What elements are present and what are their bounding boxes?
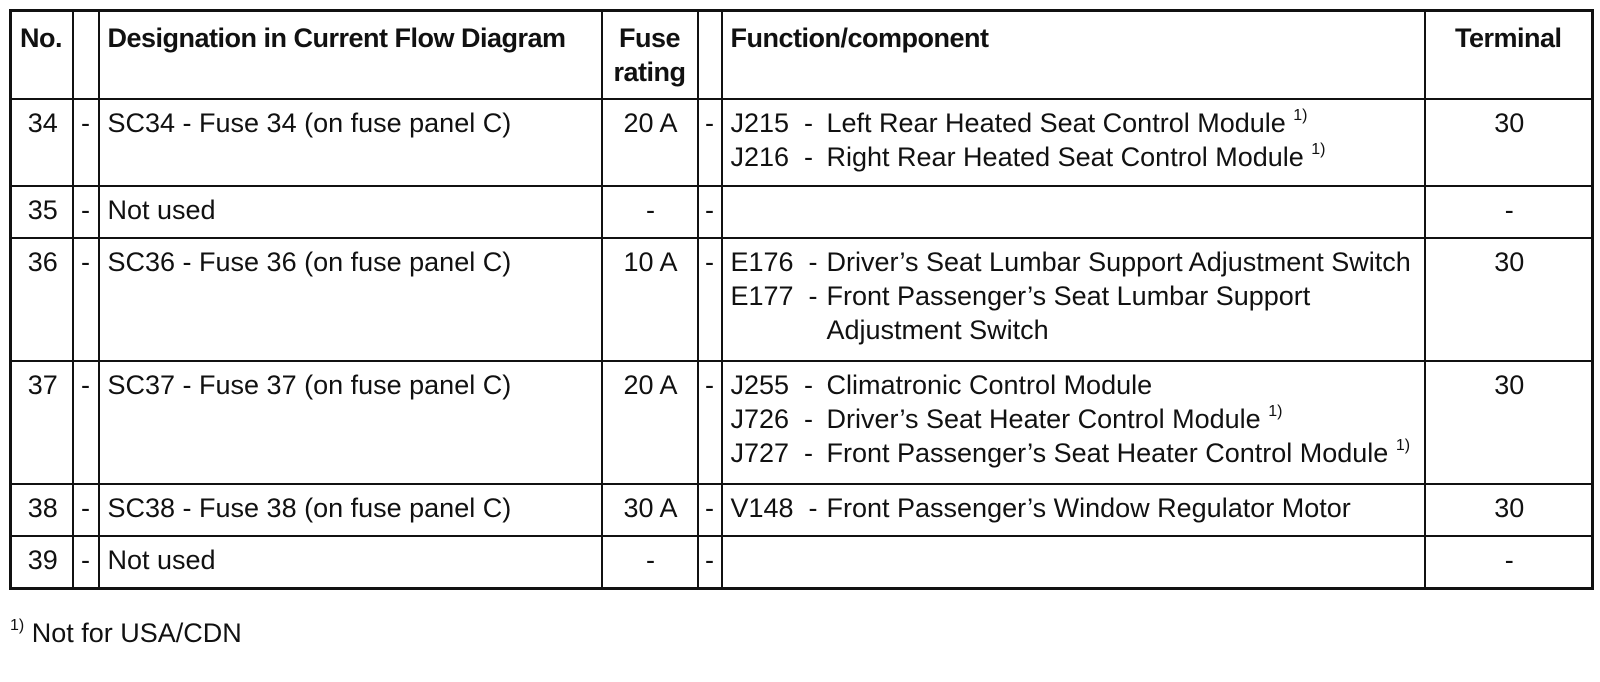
cell-separator: - xyxy=(698,361,722,484)
component-code: J255 - xyxy=(730,370,814,400)
cell-number: 39 xyxy=(11,536,73,588)
function-entry xyxy=(731,491,1418,525)
component-name: Climatronic Control Module xyxy=(826,370,1153,400)
footnote-text: Not for USA/CDN xyxy=(31,618,242,648)
component-name: Front Passenger’s Seat Lumbar Support Adjustment Switch xyxy=(826,281,1311,345)
cell-separator: - xyxy=(73,99,99,186)
cell-function xyxy=(722,361,1425,484)
cell-separator: - xyxy=(73,186,99,238)
component-code: V148 - xyxy=(730,493,818,523)
component-name: Front Passenger’s Seat Heater Control Module xyxy=(826,438,1389,468)
header-terminal: Terminal xyxy=(1425,11,1593,100)
table-body xyxy=(11,99,1593,588)
cell-fuse-rating: 20 A xyxy=(602,361,698,484)
cell-separator: - xyxy=(73,536,99,588)
footnote-reference: 1) xyxy=(1395,437,1411,454)
cell-designation: SC38 - Fuse 38 (on fuse panel C) xyxy=(99,484,602,536)
cell-designation: Not used xyxy=(99,536,602,588)
footnote xyxy=(10,616,242,650)
function-entry xyxy=(731,106,1418,140)
cell-separator: - xyxy=(698,484,722,536)
cell-separator: - xyxy=(73,238,99,361)
component-name: Front Passenger’s Window Regulator Motor xyxy=(826,493,1351,523)
cell-designation: SC34 - Fuse 34 (on fuse panel C) xyxy=(99,99,602,186)
function-entry xyxy=(731,140,1418,174)
component-description xyxy=(827,245,1418,279)
table-row xyxy=(11,484,1593,536)
function-entry xyxy=(731,436,1418,470)
cell-fuse-rating: - xyxy=(602,536,698,588)
cell-terminal: - xyxy=(1425,186,1593,238)
footnote-reference: 1) xyxy=(1268,403,1283,420)
component-name: Right Rear Heated Seat Control Module xyxy=(826,142,1304,172)
cell-designation: SC36 - Fuse 36 (on fuse panel C) xyxy=(99,238,602,361)
function-entry xyxy=(731,368,1418,402)
table-header-row xyxy=(11,11,1593,100)
component-description xyxy=(827,491,1418,525)
component-name: Left Rear Heated Seat Control Module xyxy=(826,108,1286,138)
cell-function xyxy=(722,536,1425,588)
footnote-reference: 1) xyxy=(1311,141,1326,158)
component-description xyxy=(827,140,1418,174)
header-no: No. xyxy=(11,11,73,100)
cell-number: 38 xyxy=(11,484,73,536)
header-fuse-rating xyxy=(602,11,698,100)
header-fuse-line1: Fuse xyxy=(618,23,681,53)
table-row xyxy=(11,99,1593,186)
cell-terminal: 30 xyxy=(1425,99,1593,186)
cell-fuse-rating: 10 A xyxy=(602,238,698,361)
component-description xyxy=(827,368,1418,402)
fuse-table xyxy=(9,9,1594,590)
header-separator-1 xyxy=(73,11,99,100)
cell-separator: - xyxy=(698,238,722,361)
table-row xyxy=(11,536,1593,588)
function-entry xyxy=(731,245,1418,279)
cell-number: 36 xyxy=(11,238,73,361)
cell-number: 35 xyxy=(11,186,73,238)
cell-function xyxy=(722,99,1425,186)
footnote-reference: 1) xyxy=(1293,107,1308,124)
cell-number: 34 xyxy=(11,99,73,186)
cell-function xyxy=(722,484,1425,536)
component-code: J726 - xyxy=(730,404,814,434)
header-designation: Designation in Current Flow Diagram xyxy=(99,11,602,100)
table-row xyxy=(11,186,1593,238)
cell-fuse-rating: 30 A xyxy=(602,484,698,536)
cell-fuse-rating: - xyxy=(602,186,698,238)
cell-designation: Not used xyxy=(99,186,602,238)
header-fuse-line2: rating xyxy=(613,57,686,87)
table-row xyxy=(11,238,1593,361)
component-code: E177 - xyxy=(730,281,818,311)
function-entry xyxy=(731,402,1418,436)
component-description xyxy=(827,402,1418,436)
header-function: Function/component xyxy=(722,11,1425,100)
component-code: J215 - xyxy=(730,108,814,138)
cell-function xyxy=(722,186,1425,238)
table-row xyxy=(11,361,1593,484)
cell-terminal: - xyxy=(1425,536,1593,588)
cell-number: 37 xyxy=(11,361,73,484)
cell-separator: - xyxy=(73,484,99,536)
component-code: J216 - xyxy=(730,142,814,172)
header-separator-2 xyxy=(698,11,722,100)
component-description xyxy=(827,106,1418,140)
component-code: E176 - xyxy=(730,247,818,277)
function-entry xyxy=(731,279,1418,347)
cell-terminal: 30 xyxy=(1425,238,1593,361)
cell-fuse-rating: 20 A xyxy=(602,99,698,186)
cell-separator: - xyxy=(698,99,722,186)
cell-terminal: 30 xyxy=(1425,484,1593,536)
component-description xyxy=(827,436,1418,470)
component-description xyxy=(827,279,1418,347)
cell-function xyxy=(722,238,1425,361)
cell-terminal: 30 xyxy=(1425,361,1593,484)
cell-separator: - xyxy=(73,361,99,484)
component-name: Driver’s Seat Lumbar Support Adjustment Switch xyxy=(826,247,1411,277)
component-name: Driver’s Seat Heater Control Module xyxy=(826,404,1261,434)
cell-separator: - xyxy=(698,186,722,238)
component-code: J727 - xyxy=(730,438,814,468)
footnote-marker: 1) xyxy=(10,617,25,634)
cell-separator: - xyxy=(698,536,722,588)
cell-designation: SC37 - Fuse 37 (on fuse panel C) xyxy=(99,361,602,484)
